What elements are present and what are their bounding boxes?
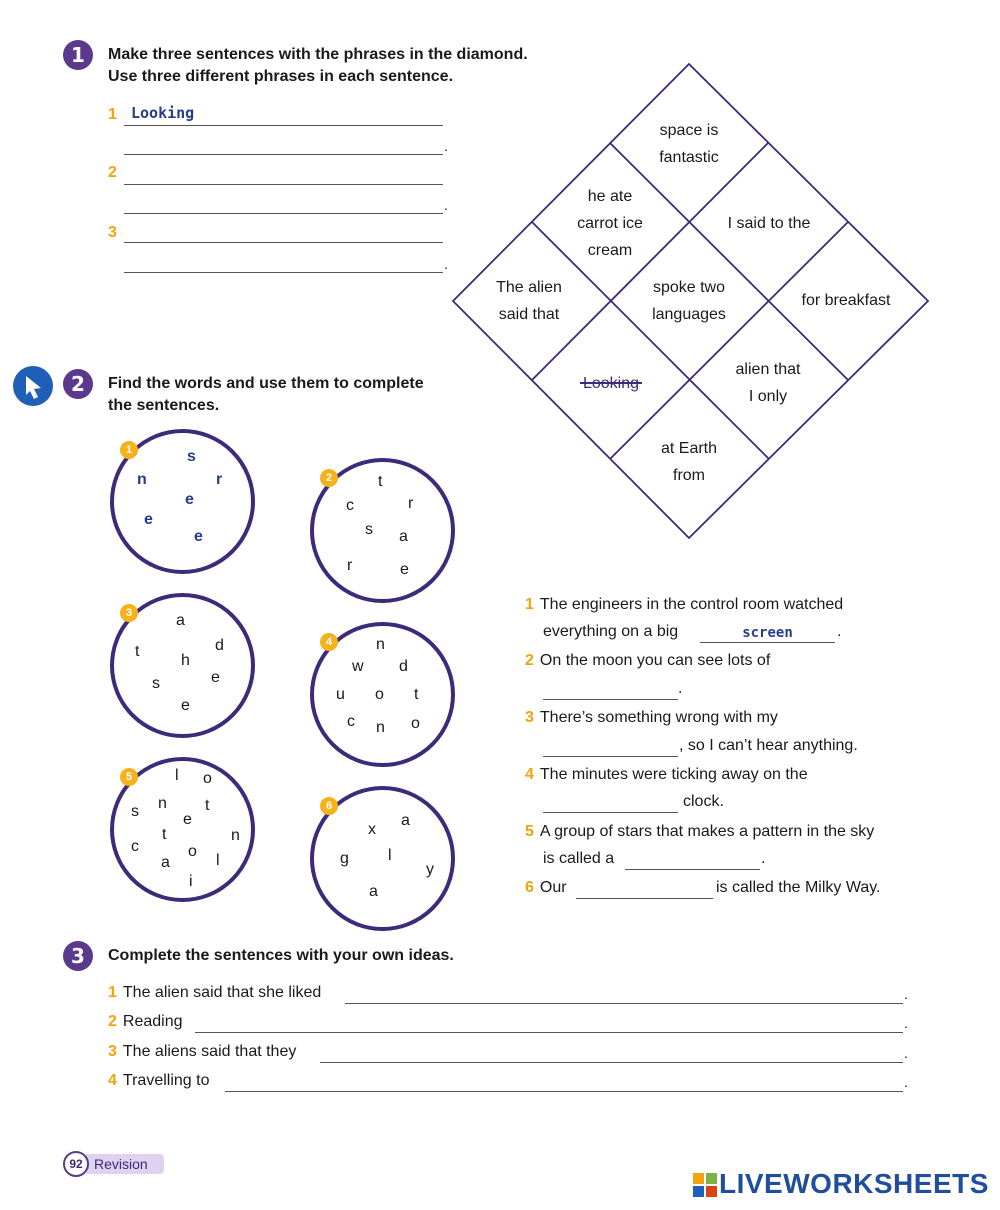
s3-item-3-text: The aliens said that they	[122, 1043, 297, 1060]
revision-label: Revision	[86, 1154, 164, 1174]
diamond-cell-2-line1: he ate	[587, 188, 633, 205]
circle-4-letter: n	[376, 719, 385, 736]
diamond-cell-8-line1: alien that	[735, 361, 801, 378]
s2-sentence-6-rest: is called the Milky Way.	[716, 879, 881, 896]
diamond-cell-i-said-to-the	[700, 210, 838, 237]
circle-3-letter: d	[215, 637, 224, 654]
s2-sentence-4-line1	[525, 764, 808, 786]
s2-sentence-3-blank[interactable]	[543, 756, 678, 757]
diamond-cell-6-line1: for breakfast	[801, 292, 891, 309]
s2-sentence-2-text: On the moon you can see lots of	[539, 652, 771, 669]
s2-sentence-4-rest: clock.	[683, 793, 724, 810]
s2-sentence-1-period: .	[837, 623, 842, 640]
circle-4-letter: t	[414, 686, 419, 703]
s3-item-3-number: 3	[108, 1043, 117, 1060]
circle-5-letter: n	[231, 827, 240, 844]
circle-6-letter: x	[368, 821, 376, 838]
diamond-cell-2-line2: carrot ice	[577, 215, 643, 232]
s2-sentence-6-number: 6	[525, 879, 534, 896]
diamond-cell-space-is-fantastic	[624, 117, 754, 171]
s3-item-2	[108, 1011, 183, 1033]
s1-item-1-period: .	[444, 138, 448, 154]
circle-number-5: 5	[120, 768, 138, 786]
s2-sentence-1-answer[interactable]: screen	[742, 625, 793, 641]
circle-5-letter: i	[189, 873, 193, 890]
diamond-cell-9-line2: from	[673, 467, 705, 484]
diamond-cell-1-line1: space is	[659, 122, 719, 139]
diamond-cell-2-line3: cream	[587, 242, 633, 259]
circle-5-letter: l	[175, 767, 179, 784]
circle-1-letter: e	[144, 511, 153, 528]
liveworksheets-logo-icon	[693, 1173, 717, 1197]
circle-1-letter: s	[187, 448, 196, 465]
circle-3-letter: h	[181, 652, 190, 669]
s3-item-4-period: .	[904, 1074, 908, 1090]
cursor-pointer-icon[interactable]	[13, 366, 53, 406]
s2-sentence-2-number: 2	[525, 652, 534, 669]
circle-2-letter: t	[378, 473, 383, 490]
circle-number-4: 4	[320, 633, 338, 651]
circle-4-letter: u	[336, 686, 345, 703]
s3-item-4	[108, 1070, 209, 1092]
circle-1-letter: e	[194, 528, 203, 545]
s3-item-2-number: 2	[108, 1013, 117, 1030]
liveworksheets-brand[interactable]: LIVEWORKSHEETS	[719, 1168, 989, 1199]
circle-2-letter: r	[408, 495, 414, 512]
circle-5-letter: n	[158, 795, 167, 812]
section3-instructions: Complete the sentences with your own ideas.	[108, 947, 454, 964]
diamond-cell-spoke-two-languages	[624, 274, 754, 328]
s2-sentence-5-line2a: is called a	[543, 850, 615, 867]
circle-4-letter: d	[399, 658, 408, 675]
s3-item-4-text: Travelling to	[122, 1072, 210, 1089]
diamond-cell-for-breakfast	[780, 287, 912, 314]
s1-item-3-line-b[interactable]	[124, 272, 443, 273]
s3-item-4-blank[interactable]	[225, 1091, 903, 1092]
s2-sentence-4-text: The minutes were ticking away on the	[539, 766, 808, 783]
s3-item-3-period: .	[904, 1045, 908, 1061]
s2-sentence-2-blank[interactable]	[543, 699, 678, 700]
s1-item-1-number: 1	[108, 106, 117, 123]
s3-item-2-text: Reading	[122, 1013, 183, 1030]
section-number-2: 2	[63, 369, 93, 399]
s1-item-3-number: 3	[108, 224, 117, 241]
circle-1-letter: r	[216, 471, 223, 488]
circle-5-letter: a	[161, 854, 170, 871]
circle-number-2: 2	[320, 469, 338, 487]
circle-3-letter: a	[176, 612, 185, 629]
s3-item-1-number: 1	[108, 984, 117, 1001]
section2-instr-line2: the sentences.	[108, 397, 220, 414]
circle-3-letter: e	[211, 669, 220, 686]
s3-item-1-period: .	[904, 986, 908, 1002]
diamond-cell-4-line2: said that	[498, 306, 560, 323]
s2-sentence-3-text: There’s something wrong with my	[539, 709, 778, 726]
s3-item-1	[108, 982, 321, 1004]
section-number-3: 3	[63, 941, 93, 971]
s3-item-2-blank[interactable]	[195, 1032, 903, 1033]
section-number-1: 1	[63, 40, 93, 70]
s3-item-1-blank[interactable]	[345, 1003, 903, 1004]
diamond-cell-he-ate-carrot-ice-cream	[545, 183, 675, 264]
circle-5-letter: l	[216, 852, 220, 869]
s2-sentence-1-number: 1	[525, 596, 534, 613]
s2-sentence-5-blank[interactable]	[625, 869, 760, 870]
circle-5-letter: t	[205, 797, 210, 814]
circle-5-letter: o	[188, 843, 197, 860]
circle-5-letter: e	[183, 811, 192, 828]
s2-sentence-1-blank[interactable]	[700, 642, 835, 643]
s2-sentence-5-text: A group of stars that makes a pattern in the sky	[539, 823, 875, 840]
circle-5-letter: o	[203, 770, 212, 787]
diamond-cell-1-line2: fantastic	[659, 149, 719, 166]
circle-4-letter: c	[347, 713, 355, 730]
circle-6-letter: g	[340, 850, 349, 867]
s2-sentence-2-period: .	[678, 680, 683, 697]
circle-1-letter: e	[185, 491, 194, 508]
diamond-cell-4-line1: The alien	[496, 279, 562, 296]
circle-number-1: 1	[120, 441, 138, 459]
circle-2-letter: a	[399, 528, 408, 545]
diamond-cell-8-line2: I only	[748, 388, 788, 405]
circle-6-letter: l	[388, 847, 392, 864]
s1-item-2-line-b[interactable]	[124, 213, 443, 214]
diamond-cell-5-line2: languages	[652, 306, 726, 323]
diamond-cell-alien-that-i-only	[703, 356, 833, 410]
diamond-cell-7-line1: Looking	[582, 375, 640, 392]
s1-item-2-number: 2	[108, 164, 117, 181]
circle-5-letter: c	[131, 838, 139, 855]
section1-instr-line2: Use three different phrases in each sentence.	[108, 68, 454, 85]
circle-4-letter: o	[411, 715, 420, 732]
s3-item-3	[108, 1041, 296, 1063]
s1-item-1-line-b[interactable]	[124, 154, 443, 155]
circle-6-letter: a	[401, 812, 410, 829]
s2-sentence-5-number: 5	[525, 823, 534, 840]
circle-5-letter: s	[131, 803, 139, 820]
diamond-cell-at-earth-from	[624, 435, 754, 489]
circle-3-letter: t	[135, 643, 140, 660]
logo-grid-icon	[693, 1173, 717, 1197]
diamond-cell-3-line1: I said to the	[727, 215, 811, 232]
s1-item-3-period: .	[444, 256, 448, 272]
circle-5-letter: t	[162, 826, 167, 843]
s1-item-1-line-a[interactable]	[124, 125, 443, 126]
s2-sentence-1-line2a: everything on a big	[543, 623, 679, 640]
s2-sentence-2-line1	[525, 650, 770, 672]
circle-number-3: 3	[120, 604, 138, 622]
s1-item-2-period: .	[444, 197, 448, 213]
diamond-cell-5-line1: spoke two	[652, 279, 726, 296]
circle-4-letter: w	[352, 658, 364, 675]
diamond-cell-9-line1: at Earth	[660, 440, 718, 457]
s2-sentence-1-line1	[525, 594, 843, 616]
s1-item-1-answer[interactable]: Looking	[131, 104, 195, 122]
page-number: 92	[63, 1151, 89, 1177]
circle-2-letter: s	[365, 521, 373, 538]
circle-2-letter: c	[346, 497, 354, 514]
s3-item-2-period: .	[904, 1015, 908, 1031]
s1-item-2-line-a[interactable]	[124, 184, 443, 185]
section2-instr-line1: Find the words and use them to complete	[108, 375, 424, 392]
s3-item-3-blank[interactable]	[320, 1062, 903, 1063]
s2-sentence-6-text-a: Our	[539, 879, 567, 896]
circle-6-letter: y	[426, 861, 434, 878]
circle-3-letter: s	[152, 675, 160, 692]
circle-6-letter: a	[369, 883, 378, 900]
circle-2-letter: r	[347, 557, 353, 574]
circle-number-6: 6	[320, 797, 338, 815]
circle-3-letter: e	[181, 697, 190, 714]
circle-2-letter: e	[400, 561, 409, 578]
arrow-cursor-icon	[13, 366, 53, 406]
circle-1-letter: n	[137, 471, 147, 488]
s2-sentence-3-rest: , so I can’t hear anything.	[679, 737, 858, 754]
circle-4-letter: o	[375, 686, 384, 703]
s3-item-1-text: The alien said that she liked	[122, 984, 322, 1001]
s1-item-3-line-a[interactable]	[124, 242, 443, 243]
s2-sentence-5-line1	[525, 821, 874, 843]
s2-sentence-4-number: 4	[525, 766, 534, 783]
s2-sentence-3-line1	[525, 707, 778, 729]
section2-instructions	[108, 373, 424, 417]
s2-sentence-4-blank[interactable]	[543, 812, 678, 813]
s2-sentence-6-line1	[525, 877, 567, 899]
s3-item-4-number: 4	[108, 1072, 117, 1089]
s2-sentence-1-text: The engineers in the control room watched	[539, 596, 844, 613]
diamond-cell-the-alien-said-that	[470, 274, 588, 328]
s2-sentence-3-number: 3	[525, 709, 534, 726]
s2-sentence-6-blank[interactable]	[576, 898, 713, 899]
diamond-cell-looking-crossed	[560, 370, 662, 397]
s2-sentence-5-period: .	[761, 850, 766, 867]
section1-instr-line1: Make three sentences with the phrases in the diamond.	[108, 46, 528, 63]
circle-4-letter: n	[376, 636, 385, 653]
